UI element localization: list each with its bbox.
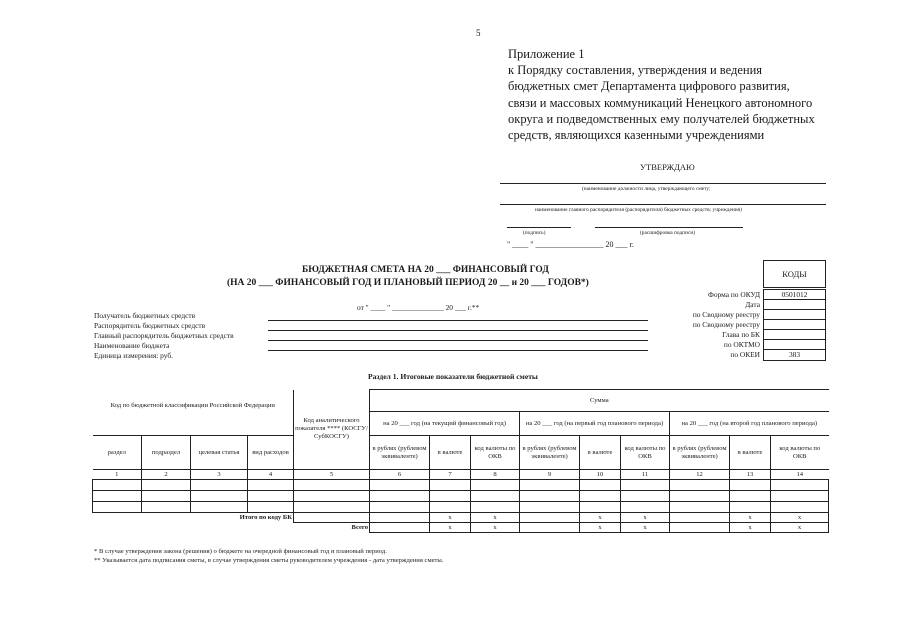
position-line — [500, 183, 826, 184]
analytic-code-header: Код аналитического показателя **** (КОСГУ/ СубКОСГУ) — [294, 390, 370, 470]
currency-code-header: код валюты по ОКВ — [621, 436, 670, 470]
distributor-line — [268, 330, 648, 331]
section-title: Раздел 1. Итоговые показатели бюджетной сметы — [368, 372, 538, 381]
total-label: Всего — [351, 523, 369, 531]
appendix-line: бюджетных смет Департамента цифрового развития, — [508, 79, 790, 94]
col-number: 14 — [771, 470, 829, 480]
code-value: 0501012 — [781, 290, 808, 299]
decoding-line — [595, 227, 743, 228]
x-mark: x — [771, 523, 829, 533]
col-number: 5 — [294, 470, 370, 480]
code-divider — [763, 319, 826, 320]
footnote-2: ** Указывается дата подписания сметы, в случае утверждения сметы руководителем учреждения - дата утверждения сметы. — [94, 557, 444, 564]
x-mark: x — [771, 513, 829, 523]
col-number: 10 — [580, 470, 621, 480]
subsection-code-header: подраздел — [142, 436, 191, 470]
section-code-header: раздел — [93, 436, 142, 470]
table-row — [93, 480, 829, 491]
appendix-line: Приложение 1 — [508, 47, 585, 61]
col-number: 13 — [730, 470, 771, 480]
currency-code-header: код валюты по ОКВ — [471, 436, 520, 470]
code-value: 383 — [788, 350, 801, 359]
code-label: Форма по ОКУД — [707, 290, 760, 299]
period-second-header: на 20 ___ год (на второй год планового периода) — [670, 412, 829, 436]
code-label: по ОКТМО — [723, 340, 760, 349]
sum-header: Сумма — [370, 390, 829, 412]
appendix-line: средств, являющихся казенными учреждениями — [508, 128, 765, 143]
col-number: 8 — [471, 470, 520, 480]
page-number: 5 — [476, 28, 481, 38]
col-number: 6 — [370, 470, 430, 480]
recipient-line — [268, 320, 648, 321]
x-mark: x — [730, 513, 771, 523]
code-label: по Сводному реестру — [692, 310, 760, 319]
table-row — [93, 502, 829, 513]
footnote-1: * В случае утверждения закона (решения) о бюджете на очередной финансовый год и плановый период. — [94, 548, 387, 555]
x-mark: x — [430, 523, 471, 533]
main-distributor-line — [268, 340, 648, 341]
budget-name-line — [268, 350, 648, 351]
manager-caption: наименование главного распорядителя (распорядителя) бюджетных средств; учреждения) — [535, 207, 742, 213]
currency-code-header: код валюты по ОКВ — [771, 436, 829, 470]
recipient-label: Получатель бюджетных средств — [94, 311, 196, 320]
col-number: 11 — [621, 470, 670, 480]
target-article-header: целевая статья — [191, 436, 248, 470]
x-mark: x — [621, 523, 670, 533]
currency-header: в валюте — [580, 436, 621, 470]
x-mark: x — [730, 523, 771, 533]
code-divider — [763, 309, 826, 310]
x-mark: x — [430, 513, 471, 523]
code-divider — [763, 329, 826, 330]
code-label: Дата — [745, 300, 760, 309]
appendix-heading — [508, 46, 815, 143]
signature-caption: (подпись) — [523, 230, 546, 236]
col-number: 4 — [248, 470, 294, 480]
expense-type-header: вид расходов — [248, 436, 294, 470]
col-number: 1 — [93, 470, 142, 480]
total-bk-label: Итого по коду БК — [93, 513, 294, 523]
approval-date: " ____ " _________________ 20 ___ г. — [507, 240, 634, 249]
position-caption: (наименование должности лица, утверждающего смету; — [582, 186, 711, 192]
col-number: 7 — [430, 470, 471, 480]
manager-line — [500, 204, 826, 205]
rub-header: в рублях (рублевом эквиваленте) — [520, 436, 580, 470]
appendix-line: к Порядку составления, утверждения и ведения — [508, 63, 763, 78]
appendix-line: округа и подведомственных ему получателей бюджетных — [508, 111, 815, 126]
x-mark: x — [471, 523, 520, 533]
x-mark: x — [580, 513, 621, 523]
decoding-caption: (расшифровка подписи) — [640, 230, 696, 236]
appendix-line: связи и массовых коммуникаций Ненецкого автономного — [508, 95, 813, 110]
budget-name-label: Наименование бюджета — [94, 341, 170, 350]
x-mark: x — [621, 513, 670, 523]
budget-table — [92, 389, 829, 533]
code-label: по Сводному реестру — [692, 320, 760, 329]
unit-label: Единица измерения: руб. — [94, 351, 173, 360]
code-label: Глава по БК — [722, 330, 760, 339]
total-bk-row — [93, 513, 829, 523]
col-number: 3 — [191, 470, 248, 480]
col-number: 2 — [142, 470, 191, 480]
code-divider — [763, 339, 826, 340]
currency-header: в валюте — [730, 436, 771, 470]
x-mark: x — [580, 523, 621, 533]
budget-code-header: Код по бюджетной классификации Российской Федерации — [93, 390, 294, 436]
document-date: от " ____ " ______________ 20 ___ г.** — [357, 303, 480, 312]
document-subtitle: (НА 20 ___ ФИНАНСОВЫЙ ГОД И ПЛАНОВЫЙ ПЕРИОД 20 __ и 20 ___ ГОДОВ*) — [227, 278, 589, 288]
code-divider — [763, 349, 826, 350]
col-number: 12 — [670, 470, 730, 480]
rub-header: в рублях (рублевом эквиваленте) — [670, 436, 730, 470]
col-number: 9 — [520, 470, 580, 480]
currency-header: в валюте — [430, 436, 471, 470]
approval-title: УТВЕРЖДАЮ — [640, 162, 695, 172]
period-current-header: на 20 ___ год (на текущий финансовый год) — [370, 412, 520, 436]
total-row — [93, 523, 829, 533]
main-distributor-label: Главный распорядитель бюджетных средств — [94, 331, 234, 340]
document-title: БЮДЖЕТНАЯ СМЕТА НА 20 ___ ФИНАНСОВЫЙ ГОД — [302, 265, 549, 275]
code-label: по ОКЕИ — [730, 350, 760, 359]
distributor-label: Распорядитель бюджетных средств — [94, 321, 206, 330]
code-divider — [763, 299, 826, 300]
table-row — [93, 491, 829, 502]
codes-header: КОДЫ — [763, 260, 826, 288]
rub-header: в рублях (рублевом эквиваленте) — [370, 436, 430, 470]
period-first-header: на 20 ___ год (на первый год планового периода) — [520, 412, 670, 436]
x-mark: x — [471, 513, 520, 523]
signature-line — [507, 227, 571, 228]
